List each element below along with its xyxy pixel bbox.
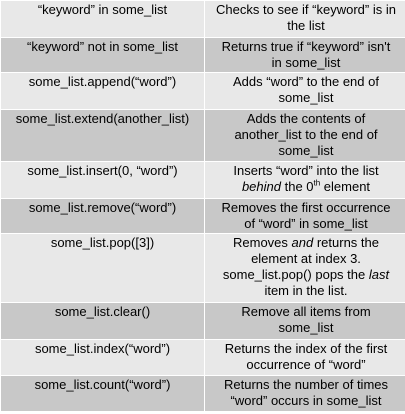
code-cell: some_list.clear() — [1, 303, 205, 340]
description-line: of “word” in some_list — [244, 216, 368, 231]
code-cell: “keyword” not in some_list — [1, 38, 205, 73]
description-line: some_list — [278, 143, 334, 158]
description-text: the 0 — [280, 179, 314, 194]
description-line: Removes the first occurrence — [221, 200, 391, 215]
description-cell — [205, 110, 405, 162]
description-emphasis: last — [368, 267, 390, 282]
description-cell — [205, 73, 405, 110]
table-row — [1, 234, 405, 303]
table-row — [1, 1, 405, 38]
table-row — [1, 73, 405, 110]
description-cell — [205, 199, 405, 234]
description-line: Returns true if “keyword” isn't — [221, 39, 391, 54]
description-line: Inserts “word” into the list — [233, 163, 379, 178]
table-row — [1, 340, 405, 376]
description-line: another_list to the end of — [234, 127, 378, 142]
description-line: some_list — [278, 320, 334, 335]
description-emphasis: behind — [241, 179, 281, 194]
code-cell: some_list.append(“word”) — [1, 73, 205, 110]
table-row — [1, 162, 405, 199]
description-line: Adds the contents of — [246, 111, 366, 126]
code-cell: some_list.pop([3]) — [1, 234, 205, 303]
description-line: some_list — [278, 90, 334, 105]
description-cell — [205, 38, 405, 73]
description-text: returns the — [313, 235, 379, 250]
description-line: item in the list. — [264, 283, 348, 298]
code-cell: some_list.index(“word”) — [1, 340, 205, 376]
description-line: Remove all items from — [241, 304, 371, 319]
description-text: Removes — [233, 235, 292, 250]
description-cell — [205, 340, 405, 376]
code-cell: some_list.remove(“word”) — [1, 199, 205, 234]
table-row — [1, 199, 405, 234]
description-text: some_list.pop() pops the — [222, 267, 369, 282]
description-cell — [205, 162, 405, 199]
table-row — [1, 110, 405, 162]
description-line: in some_list — [271, 55, 341, 70]
code-cell: some_list.insert(0, “word”) — [1, 162, 205, 199]
table-row — [1, 38, 405, 73]
description-cell — [205, 376, 405, 412]
table-row — [1, 303, 405, 340]
description-line: Checks to see if “keyword” is in — [216, 2, 396, 17]
description-line: Adds “word” to the end of — [233, 74, 379, 89]
description-line: Returns the number of times — [223, 377, 389, 392]
code-cell: some_list.extend(another_list) — [1, 110, 205, 162]
ordinal-suffix: th — [313, 178, 321, 188]
description-line: occurrence of “word” — [246, 357, 366, 372]
description-cell — [205, 1, 405, 38]
description-cell — [205, 303, 405, 340]
description-cell — [205, 234, 405, 303]
description-line: “word” occurs in some_list — [230, 393, 382, 408]
code-cell: “keyword” in some_list — [1, 1, 205, 38]
description-line: Returns the index of the first — [224, 341, 388, 356]
description-line: the list — [287, 18, 325, 33]
description-text: element — [320, 179, 371, 194]
description-line: element at index 3. — [251, 251, 361, 266]
description-emphasis: and — [291, 235, 314, 250]
table-row — [1, 376, 405, 412]
code-cell: some_list.count(“word”) — [1, 376, 205, 412]
